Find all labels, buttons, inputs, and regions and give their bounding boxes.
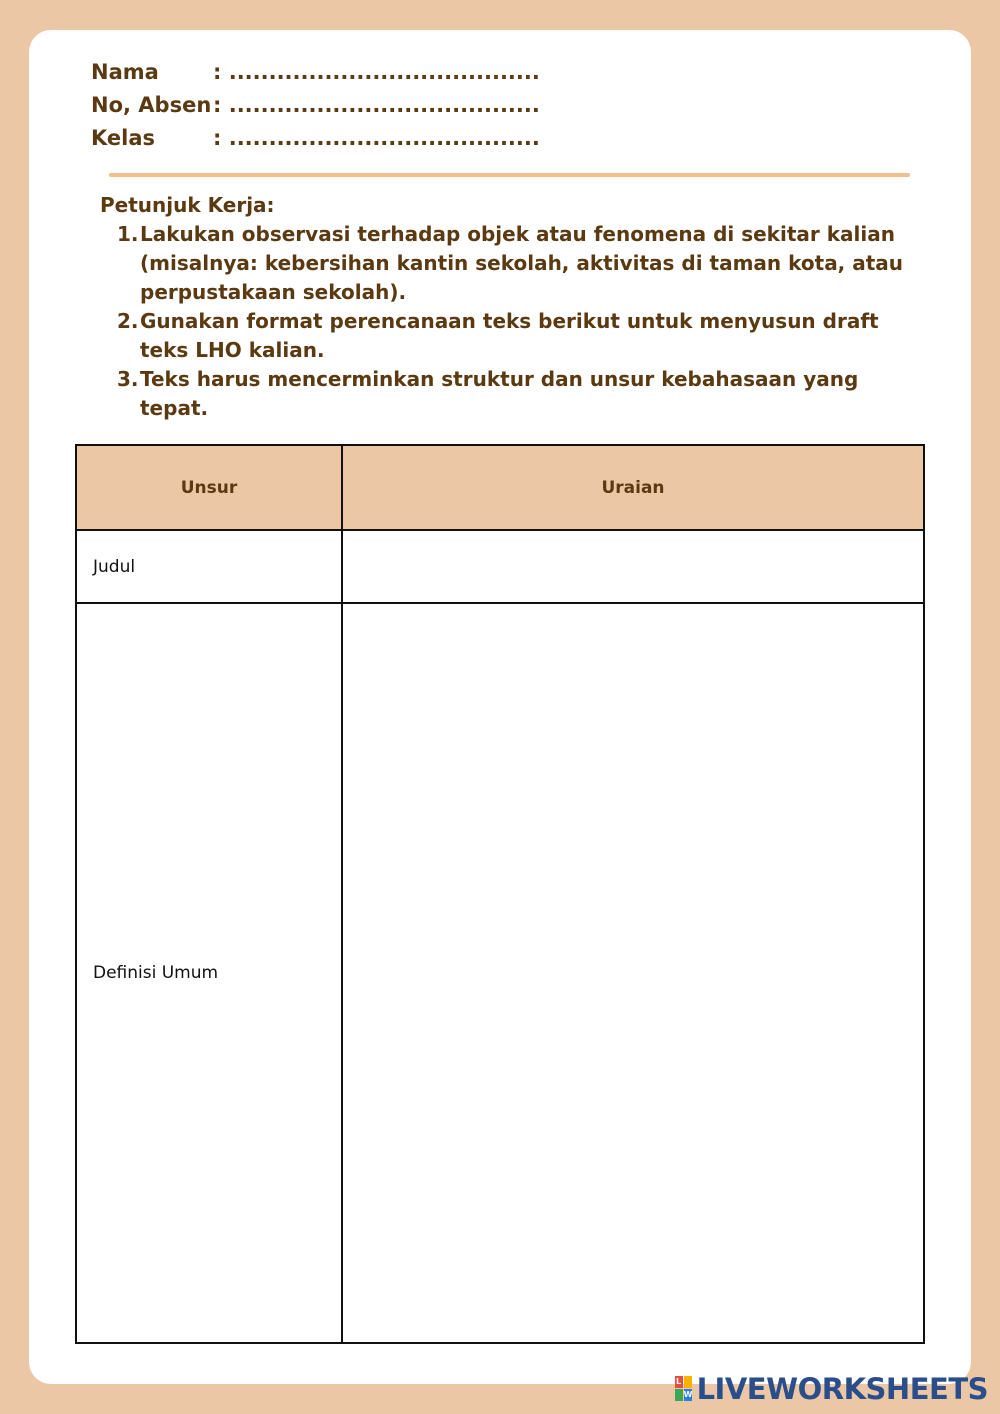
field-value-kelas[interactable]: .......................................	[228, 126, 540, 150]
header-divider	[109, 173, 910, 177]
instruction-number: 3.	[117, 367, 139, 391]
instruction-number: 1.	[117, 222, 139, 246]
logo-icon-block	[675, 1389, 683, 1401]
cell-unsur-definisi-umum: Definisi Umum	[77, 604, 343, 1342]
field-label: Kelas	[91, 126, 156, 150]
field-label: Nama	[91, 60, 159, 84]
instruction-text: Gunakan format perencanaan teks berikut untuk menyusun draft teks LHO kalian.	[140, 309, 879, 362]
logo-icon-letter: W	[683, 1390, 693, 1399]
instruction-item	[100, 365, 920, 423]
instruction-text: Teks harus mencerminkan struktur dan unsur kebahasaan yang tepat.	[140, 367, 859, 420]
header-cell-unsur: Unsur	[77, 446, 343, 529]
instructions-title: Petunjuk Kerja:	[100, 193, 275, 217]
cell-uraian-judul[interactable]	[343, 531, 923, 602]
field-label: No, Absen	[91, 93, 212, 117]
field-nama[interactable]	[91, 56, 540, 89]
logo-text: LIVEWORKSHEETS	[696, 1372, 988, 1406]
field-separator: :	[213, 126, 222, 150]
field-kelas[interactable]	[91, 122, 540, 155]
student-info-fields	[91, 56, 540, 155]
liveworksheets-icon	[675, 1376, 693, 1402]
table-row	[77, 604, 923, 1342]
instruction-item	[100, 307, 920, 365]
cell-unsur-judul: Judul	[77, 531, 343, 602]
field-no-absen[interactable]	[91, 89, 540, 122]
logo-icon-block	[684, 1376, 692, 1388]
planning-table	[75, 444, 925, 1344]
instructions	[100, 190, 920, 423]
instruction-item	[100, 220, 920, 307]
cell-uraian-definisi-umum[interactable]	[343, 604, 923, 1342]
liveworksheets-logo	[675, 1374, 988, 1404]
table-header-row	[77, 446, 923, 531]
logo-icon-letter: L	[676, 1377, 682, 1386]
field-value-no-absen[interactable]: .......................................	[228, 93, 540, 117]
instructions-list	[100, 220, 920, 423]
instruction-text: Lakukan observasi terhadap objek atau fenomena di sekitar kalian (misalnya: kebersihan kantin sekolah, aktivitas di taman kota, atau perpustakaan sekolah).	[140, 222, 904, 304]
field-value-nama[interactable]: .......................................	[228, 60, 540, 84]
field-separator: :	[213, 60, 222, 84]
table-row	[77, 531, 923, 604]
header-cell-uraian: Uraian	[601, 477, 665, 498]
field-separator: :	[213, 93, 222, 117]
instruction-number: 2.	[117, 309, 139, 333]
